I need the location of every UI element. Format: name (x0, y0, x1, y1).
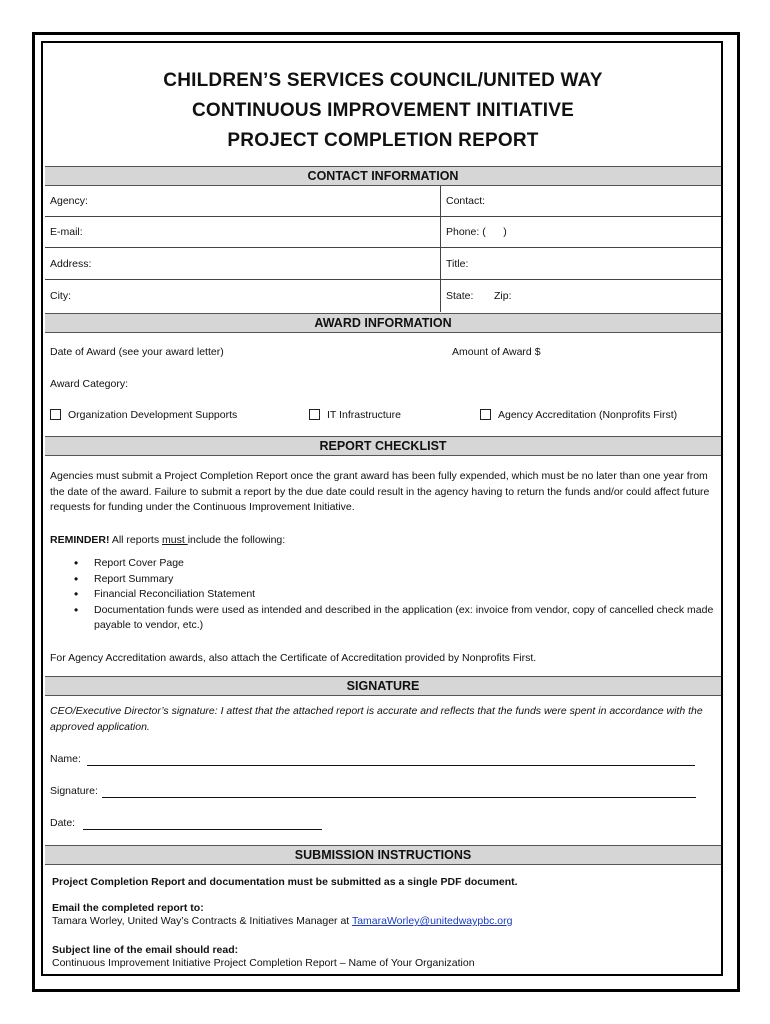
list-item: • Documentation funds were used as intended and described in the application (ex: invoice from vendor, copy of cancelled check made payable to vendor, etc.) (72, 603, 714, 634)
attestation-text: CEO/Executive Director’s signature: I attest that the attached report is accurate and reflects that the funds were spent in accordance with the approved application. (50, 705, 703, 733)
reminder-pre: All reports (109, 534, 163, 546)
name-label: Name: (50, 753, 81, 765)
single-pdf-note: Project Completion Report and documentation must be submitted as a single PDF document. (52, 876, 518, 888)
reminder-bold: REMINDER! (50, 534, 110, 546)
name-line[interactable] (87, 765, 695, 766)
award-category-label: Award Category: (50, 378, 129, 390)
reminder-post: include the following: (187, 534, 286, 546)
state-field[interactable]: State: (446, 290, 474, 302)
reminder-must: must (162, 534, 188, 546)
option-org-development-label: Organization Development Supports (68, 409, 238, 421)
option-it-infrastructure-label: IT Infrastructure (327, 409, 401, 421)
zip-field[interactable]: Zip: (494, 290, 512, 302)
title-line-2: CONTINUOUS IMPROVEMENT INITIATIVE (191, 100, 575, 121)
contact-row-3 (45, 248, 721, 280)
reminder-text (50, 533, 712, 549)
checkbox-agency-accreditation[interactable] (480, 409, 491, 420)
title-field[interactable]: Title: (446, 257, 469, 270)
list-item: • Financial Reconciliation Statement (72, 587, 714, 603)
subject-heading: Subject line of the email should read: (52, 944, 239, 956)
contact-section-header: CONTACT INFORMATION (45, 166, 721, 186)
email-link[interactable]: TamaraWorley@unitedwaypbc.org (351, 915, 513, 927)
contact-row-1 (45, 186, 721, 217)
contact-field[interactable]: Contact: (446, 195, 486, 207)
option-it-infrastructure[interactable] (309, 408, 401, 423)
signature-label: Signature: (50, 785, 98, 797)
option-org-development[interactable] (50, 408, 237, 423)
email-instructions (52, 915, 712, 928)
date-line[interactable] (83, 829, 322, 830)
address-field[interactable]: Address: (50, 257, 92, 270)
email-field[interactable]: E-mail: (50, 226, 83, 238)
award-amount-field[interactable]: Amount of Award $ (452, 346, 541, 358)
title-line-3: PROJECT COMPLETION REPORT (227, 130, 539, 151)
date-label: Date: (50, 817, 76, 829)
checklist-intro: Agencies must submit a Project Completion Report once the grant award has been fully expended, which must be no later than one year from the date of the award. Failure to submit a report by the due date could result in the agency having to return the funds and/or could affect future requests for funding under the Continuous Improvement Initiative. (50, 470, 710, 513)
accreditation-note: For Agency Accreditation awards, also attach the Certificate of Accreditation provided by Nonprofits First. (50, 652, 537, 664)
award-date-field[interactable]: Date of Award (see your award letter) (50, 346, 224, 358)
list-item: • Report Cover Page (72, 556, 714, 572)
award-section-header: AWARD INFORMATION (45, 313, 721, 333)
subject-text: Continuous Improvement Initiative Project Completion Report – Name of Your Organization (52, 957, 475, 969)
checkbox-org-development[interactable] (50, 409, 61, 420)
contact-row-2 (45, 217, 721, 248)
email-recipient: Tamara Worley, United Way’s Contracts & Initiatives Manager at (52, 915, 352, 927)
submission-section-header: SUBMISSION INSTRUCTIONS (45, 845, 721, 865)
contact-row-4 (45, 280, 721, 312)
phone-field[interactable]: Phone: ( ) (446, 226, 507, 238)
agency-field[interactable]: Agency: (50, 195, 88, 207)
list-item: • Report Summary (72, 572, 714, 588)
checklist-items (72, 556, 714, 634)
title-line-1: CHILDREN’S SERVICES COUNCIL/UNITED WAY (163, 70, 603, 91)
checklist-section-header: REPORT CHECKLIST (45, 436, 721, 456)
checkbox-it-infrastructure[interactable] (309, 409, 320, 420)
city-field[interactable]: City: (50, 290, 71, 302)
signature-line[interactable] (102, 797, 696, 798)
form-title (45, 66, 721, 156)
option-agency-accreditation-label: Agency Accreditation (Nonprofits First) (498, 409, 678, 421)
email-heading: Email the completed report to: (52, 902, 204, 914)
signature-section-header: SIGNATURE (45, 676, 721, 696)
option-agency-accreditation[interactable] (480, 408, 677, 423)
contact-divider (440, 186, 441, 312)
